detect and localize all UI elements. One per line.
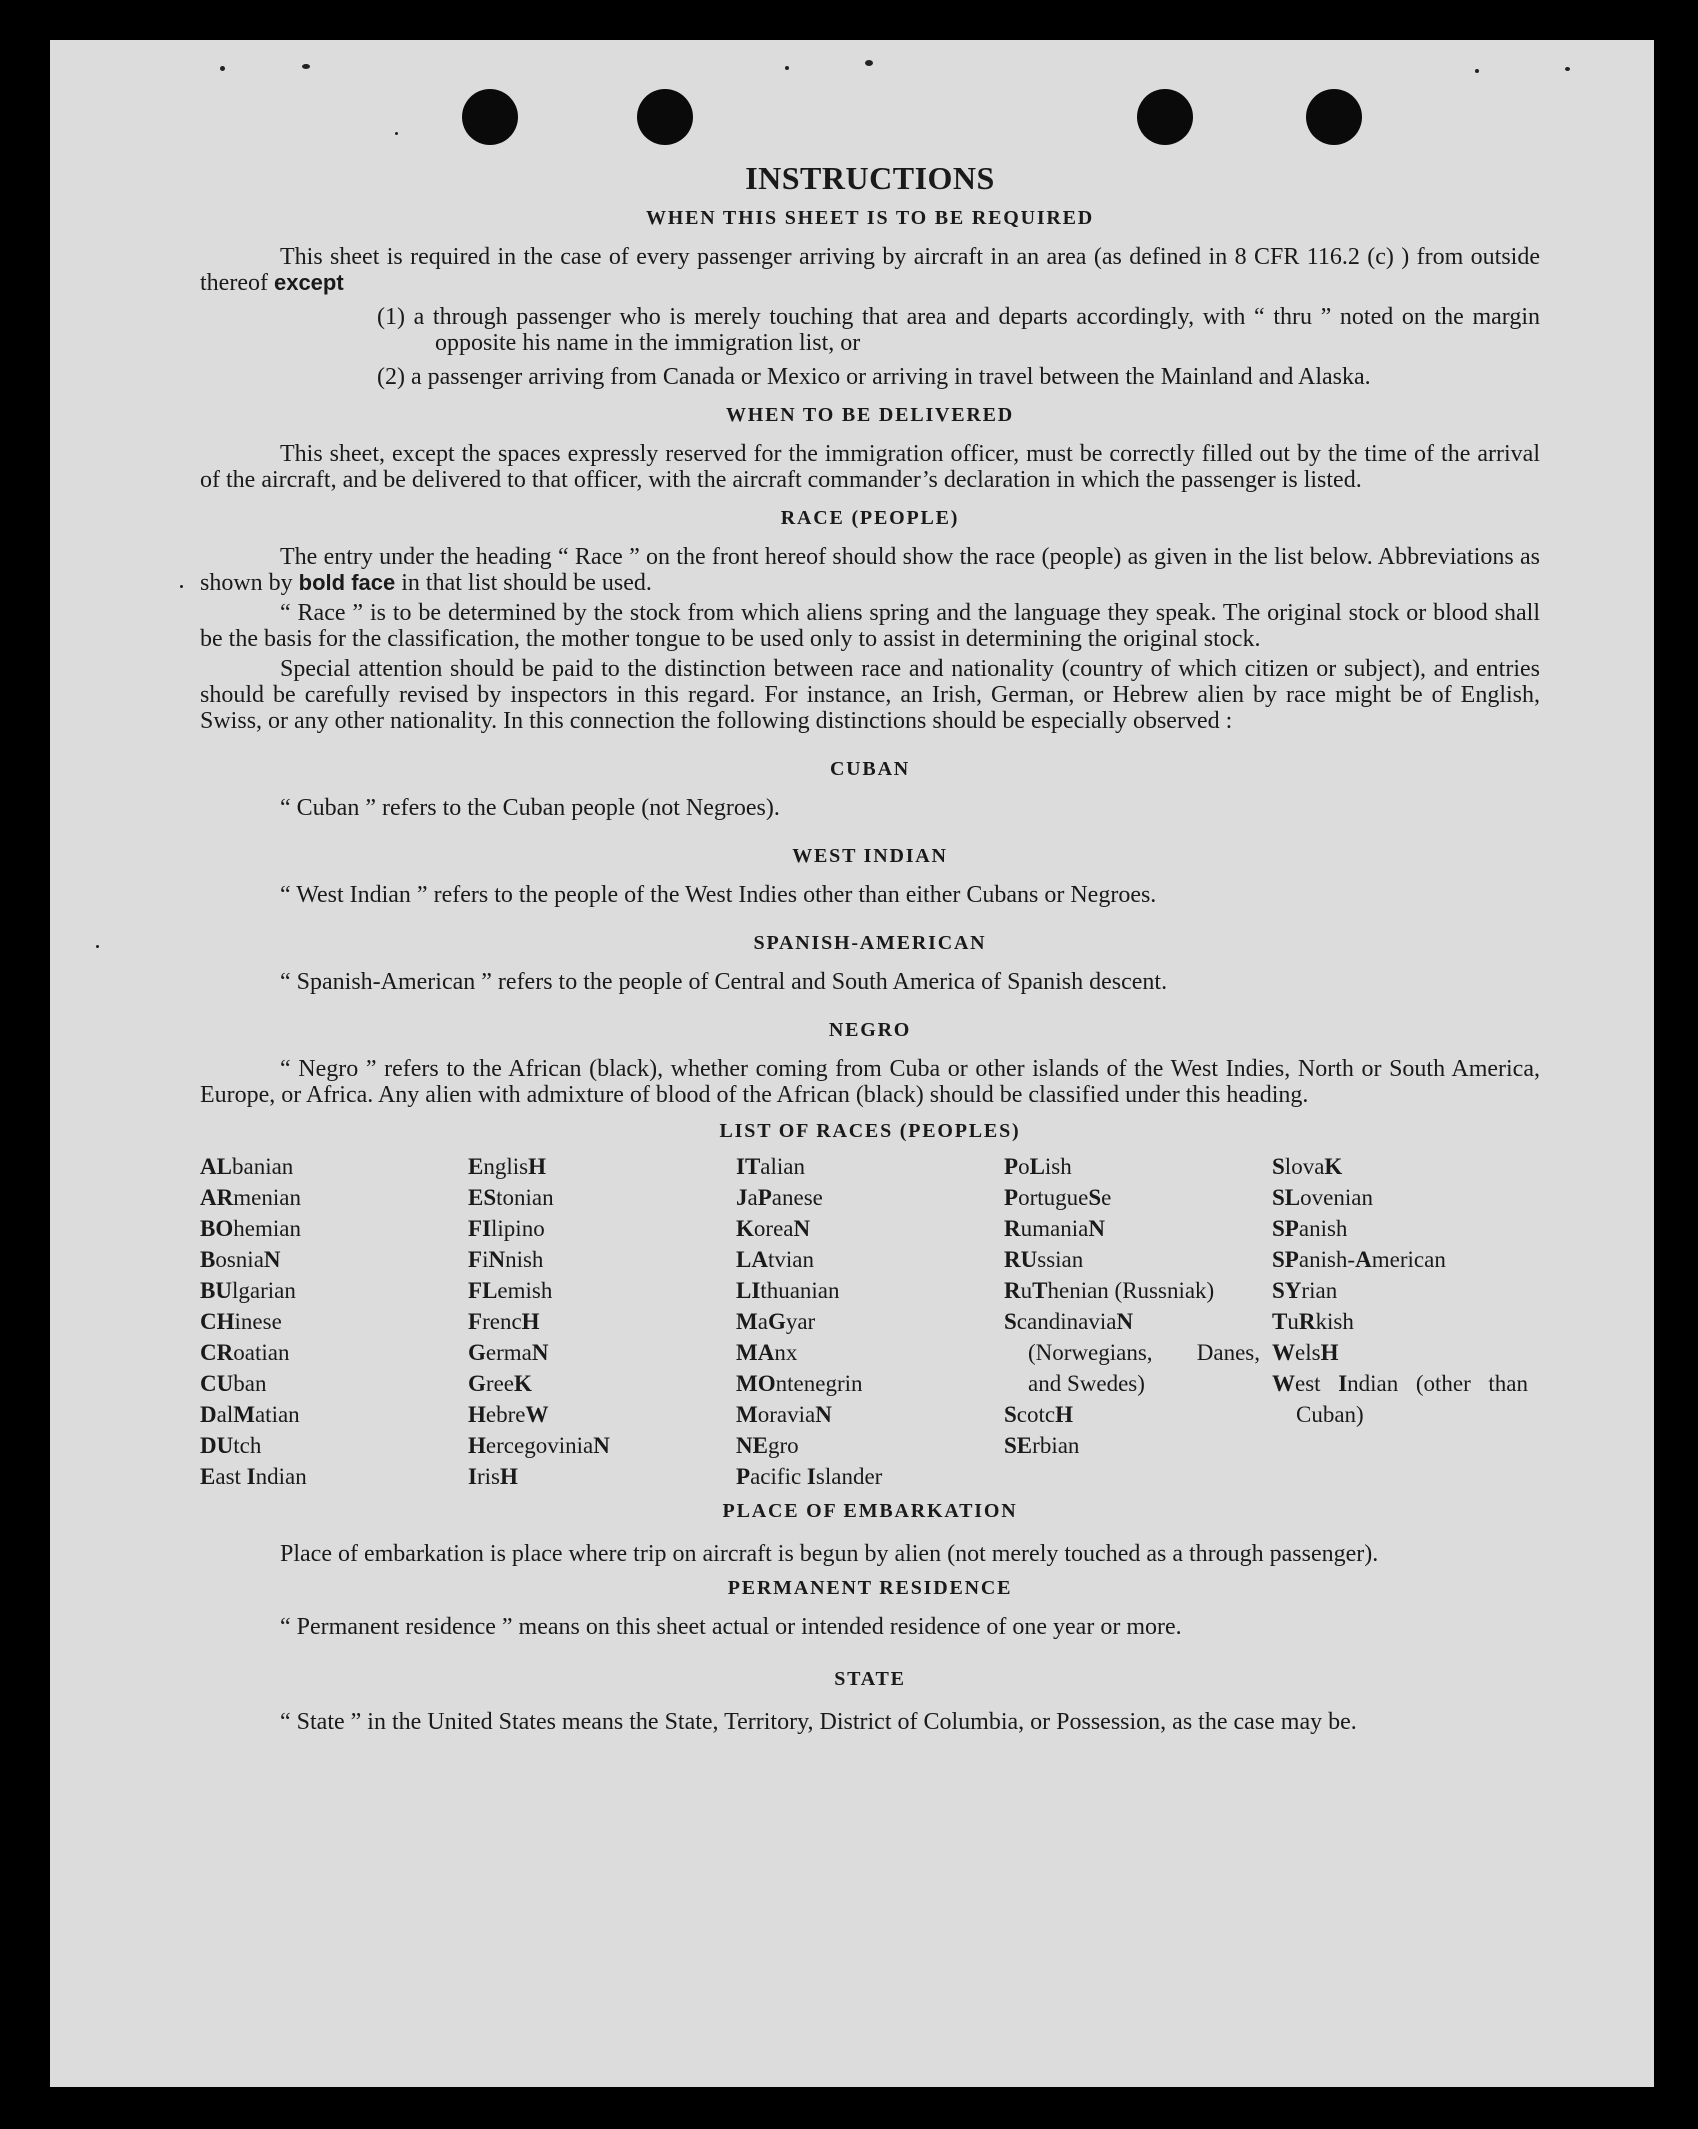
race-entry: SlovaK <box>1272 1154 1343 1179</box>
race-entry: TuRkish <box>1272 1309 1354 1334</box>
list-item: (1) a through passenger who is merely touching that area and departs accordingly, with “ thru ” noted on the margin opposite his name in the immigration list, or <box>377 304 1540 356</box>
race-entry: FiNnish <box>468 1247 544 1272</box>
race-entry: ScotcH <box>1004 1402 1074 1427</box>
speck <box>395 132 398 135</box>
section-heading: PERMANENT RESIDENCE <box>727 1577 1013 1599</box>
race-entry: RuThenian (Russniak) <box>1004 1278 1215 1303</box>
paragraph: “ Cuban ” refers to the Cuban people (not Negroes). <box>280 795 780 821</box>
race-entry: JaPanese <box>736 1185 823 1210</box>
races-column <box>200 1151 468 1492</box>
list-item: (2) a passenger arriving from Canada or Mexico or arriving in travel between the Mainland and Alaska. <box>377 364 1371 390</box>
page-title: INSTRUCTIONS <box>745 160 995 196</box>
race-entry: CUban <box>200 1371 267 1396</box>
punch-hole <box>637 89 693 145</box>
paragraph: The entry under the heading “ Race ” on the front hereof should show the race (people) as given in the list below. Abbreviations as shown by bold face in that list should be used. <box>200 544 1540 596</box>
section-heading: WHEN THIS SHEET IS TO BE REQUIRED <box>645 207 1095 229</box>
race-entry: East Indian <box>200 1464 307 1489</box>
race-entry: GermaN <box>468 1340 549 1365</box>
document-sheet <box>50 40 1654 2087</box>
races-column <box>1272 1151 1540 1492</box>
race-entry: IrisH <box>468 1464 518 1489</box>
section-heading: CUBAN <box>829 758 911 780</box>
race-entry: BOhemian <box>200 1216 301 1241</box>
paragraph: “ Negro ” refers to the African (black), whether coming from Cuba or other islands of the West Indies, North or South America, Europe, or Africa. Any alien with admixture of blood of the African (black) should be classified under this heading. <box>200 1056 1540 1108</box>
paragraph: “ Permanent residence ” means on this sheet actual or intended residence of one year or more. <box>280 1614 1182 1640</box>
race-entry: DUtch <box>200 1433 262 1458</box>
race-entry: RumaniaN <box>1004 1216 1105 1241</box>
speck <box>1475 69 1479 73</box>
speck <box>180 585 183 588</box>
race-entry: ScandinaviaN (Norwegians, Danes, and Swedes) <box>1004 1309 1260 1396</box>
speck <box>1565 67 1570 71</box>
punch-hole <box>1137 89 1193 145</box>
section-heading: LIST OF RACES (PEOPLES) <box>719 1120 1021 1142</box>
speck <box>220 66 225 71</box>
paragraph: “ West Indian ” refers to the people of the West Indies other than either Cubans or Negroes. <box>280 882 1157 908</box>
race-entry: SErbian <box>1004 1433 1080 1458</box>
bold-text: except <box>273 270 344 295</box>
race-entry: West Indian (other than Cuban) <box>1272 1371 1529 1427</box>
race-entry: MAnx <box>736 1340 798 1365</box>
section-heading: PLACE OF EMBARKATION <box>722 1500 1018 1522</box>
punch-hole <box>1306 89 1362 145</box>
race-entry: BUlgarian <box>200 1278 296 1303</box>
races-column <box>468 1151 736 1492</box>
section-heading: RACE (PEOPLE) <box>780 507 960 529</box>
races-column <box>736 1151 1004 1492</box>
race-entry: LIthuanian <box>736 1278 840 1303</box>
race-entry: LAtvian <box>736 1247 814 1272</box>
race-entry: FrencH <box>468 1309 540 1334</box>
race-entry: MaGyar <box>736 1309 816 1334</box>
race-entry: ARmenian <box>200 1185 301 1210</box>
race-entry: WelsH <box>1272 1340 1339 1365</box>
race-entry: KoreaN <box>736 1216 811 1241</box>
race-entry: PoLish <box>1004 1154 1072 1179</box>
race-entry: MOntenegrin <box>736 1371 863 1396</box>
paragraph: This sheet, except the spaces expressly reserved for the immigration officer, must be correctly filled out by the time of the arrival of the aircraft, and be delivered to that officer, with the aircraft commander’s declaration in which the passenger is listed. <box>200 441 1540 493</box>
section-heading: WEST INDIAN <box>792 845 948 867</box>
bold-text: bold face <box>298 570 396 595</box>
race-entry: DalMatian <box>200 1402 300 1427</box>
paragraph: Place of embarkation is place where trip on aircraft is begun by alien (not merely touched as a through passenger). <box>280 1541 1379 1567</box>
race-entry: ITalian <box>736 1154 806 1179</box>
race-entry: HercegoviniaN <box>468 1433 610 1458</box>
speck <box>302 64 310 69</box>
race-entry: SPanish-American <box>1272 1247 1446 1272</box>
instructions-content <box>200 160 1540 1739</box>
race-entry: PortugueSe <box>1004 1185 1112 1210</box>
race-entry: CHinese <box>200 1309 282 1334</box>
section-heading: WHEN TO BE DELIVERED <box>725 404 1015 426</box>
race-entry: SLovenian <box>1272 1185 1373 1210</box>
paragraph: “ State ” in the United States means the State, Territory, District of Columbia, or Possession, as the case may be. <box>280 1709 1357 1735</box>
paragraph: “ Race ” is to be determined by the stock from which aliens spring and the language they speak. The original stock or blood shall be the basis for the classification, the mother tongue to be used only to assist in determining the original stock. <box>200 600 1540 652</box>
race-entry: RUssian <box>1004 1247 1084 1272</box>
race-entry: SYrian <box>1272 1278 1338 1303</box>
race-entry: ALbanian <box>200 1154 294 1179</box>
section-heading: NEGRO <box>828 1019 912 1041</box>
race-entry: MoraviaN <box>736 1402 832 1427</box>
race-entry: FIlipino <box>468 1216 545 1241</box>
speck <box>96 945 99 948</box>
paragraph: “ Spanish-American ” refers to the people of Central and South America of Spanish descent. <box>280 969 1168 995</box>
race-entry: EnglisH <box>468 1154 546 1179</box>
section-heading: STATE <box>834 1668 906 1690</box>
race-entry: FLemish <box>468 1278 553 1303</box>
race-entry: NEgro <box>736 1433 799 1458</box>
races-column <box>1004 1151 1272 1492</box>
races-list <box>200 1151 1540 1492</box>
race-entry: EStonian <box>468 1185 554 1210</box>
paragraph: This sheet is required in the case of every passenger arriving by aircraft in an area (as defined in 8 CFR 116.2 (c) ) from outside thereof except <box>200 244 1540 296</box>
paragraph: Special attention should be paid to the distinction between race and nationality (country of which citizen or subject), and entries should be carefully revised by inspectors in this regard. For instance, an Irish, German, or Hebrew alien by race might be of English, Swiss, or any other nationality. In this connection the following distinctions should be especially observed : <box>200 656 1540 734</box>
section-heading: SPANISH-AMERICAN <box>753 932 987 954</box>
race-entry: HebreW <box>468 1402 549 1427</box>
speck <box>785 66 789 70</box>
race-entry: CRoatian <box>200 1340 290 1365</box>
speck <box>865 60 873 66</box>
race-entry: Pacific Islander <box>736 1464 883 1489</box>
race-entry: SPanish <box>1272 1216 1348 1241</box>
race-entry: BosniaN <box>200 1247 281 1272</box>
punch-hole <box>462 89 518 145</box>
race-entry: GreeK <box>468 1371 532 1396</box>
